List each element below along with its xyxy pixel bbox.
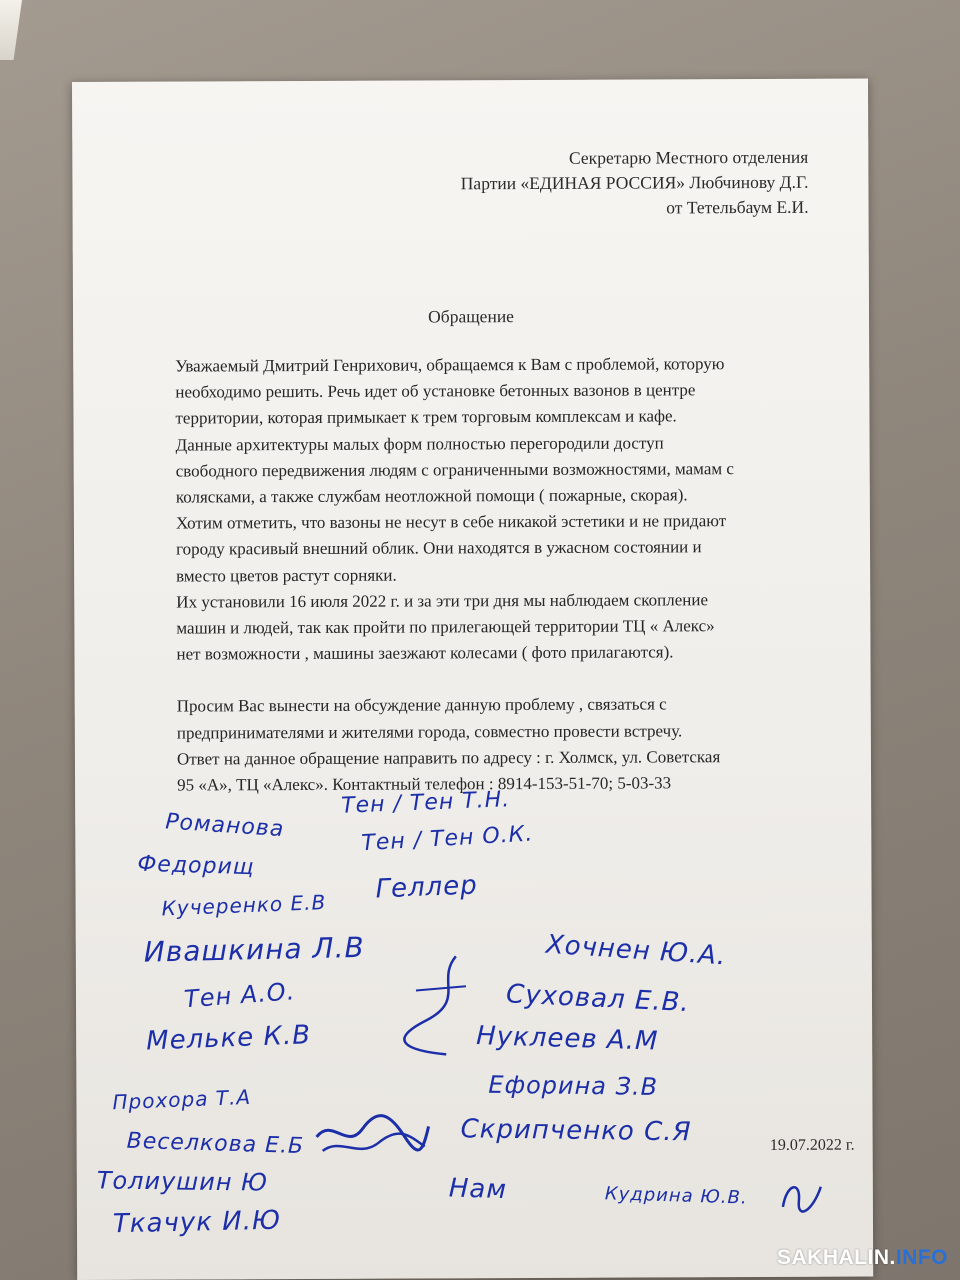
addressee-line-1: Секретарю Местного отделения (568, 146, 809, 168)
body-line: 95 «А», ТЦ «Алекс». Контактный телефон : 8914-153-51-70; 5-03-33 (177, 773, 672, 795)
document-sheet (72, 79, 873, 1280)
signature: Прохора Т.А (112, 1084, 252, 1115)
signature-scribble (396, 950, 486, 1060)
body-line: городу красивый внешний облик. Они находятся в ужасном состоянии и (175, 537, 702, 559)
body-line: Их установили 16 июля 2022 г. и за эти три дня мы наблюдаем скопление (176, 590, 709, 612)
body-line: вместо цветов растут сорняки. (176, 565, 397, 586)
body-line: Данные архитектуры малых форм полностью перегородили доступ (175, 433, 664, 455)
signature: Романова (164, 809, 286, 843)
document-title: Обращение (428, 306, 514, 327)
signature: Федорищ (137, 851, 255, 881)
body-line: нет возможности , машины заезжают колесами ( фото прилагаются). (176, 642, 674, 664)
signature: Геллер (374, 870, 479, 905)
body-line: Хотим отметить, что вазоны не несут в себе никакой эстетики и не придают (175, 511, 727, 533)
signature: Толиушин Ю (96, 1166, 269, 1197)
signature: Ивашкина Л.В (143, 930, 365, 969)
site-watermark (777, 1246, 948, 1270)
signature: Кудрина Ю.В. (604, 1183, 748, 1209)
signature-scribble (312, 1106, 432, 1177)
addressee-line-3: от Тетельбаум Е.И. (666, 196, 809, 218)
body-line: Ответ на данное обращение направить по адресу : г. Холмск, ул. Советская (176, 747, 721, 769)
signature: Нам (448, 1173, 508, 1206)
body-line: предпринимателями и жителями города, совместно провести встречу. (176, 720, 683, 743)
watermark-dot: . (889, 1246, 896, 1269)
signature: Суховал Е.В. (505, 979, 691, 1019)
signature: Мельке К.В (145, 1020, 312, 1057)
signature: Скрипченко С.Я (460, 1114, 692, 1148)
body-line: колясками, а также службам неотложной помощи ( пожарные, скорая). (175, 485, 688, 507)
watermark-main: SAKHALIN (776, 1246, 890, 1269)
watermark-tld: INFO (895, 1246, 948, 1269)
document-date: 19.07.2022 г. (769, 1136, 855, 1154)
body-line: свободного передвижения людям с ограниченными возможностями, мамам с (175, 458, 734, 481)
body-line: Просим Вас вынести на обсуждение данную проблему , связаться с (176, 694, 667, 716)
signature: Кучеренко Е.В (161, 890, 327, 921)
signature: Ткачук И.Ю (112, 1205, 282, 1240)
body-line: необходимо решить. Речь идет об установке бетонных вазонов в центре (175, 380, 696, 402)
body-line: территории, которая примыкает к трем торговым комплексам и кафе. (175, 406, 677, 428)
body-line: Уважаемый Дмитрий Генрихович, обращаемся к Вам с проблемой, которую (175, 354, 725, 376)
signatures-area (72, 79, 873, 1280)
signature: Тен / Тен Т.Н. (340, 787, 511, 819)
signature: Хочнен Ю.А. (545, 929, 728, 972)
body-line: машин и людей, так как пройти по прилегающей территории ТЦ « Алекс» (176, 616, 715, 638)
signature: Ефорина З.В (488, 1070, 659, 1101)
signature: Тен А.О. (183, 977, 297, 1014)
signature-scribble (777, 1177, 827, 1217)
addressee-line-2: Партии «ЕДИНАЯ РОССИЯ» Любчинову Д.Г. (460, 171, 809, 194)
signature: Веселкова Е.Б (126, 1128, 305, 1160)
signature: Тен / Тен О.К. (360, 821, 534, 857)
signature: Нуклеев А.М (475, 1021, 659, 1057)
